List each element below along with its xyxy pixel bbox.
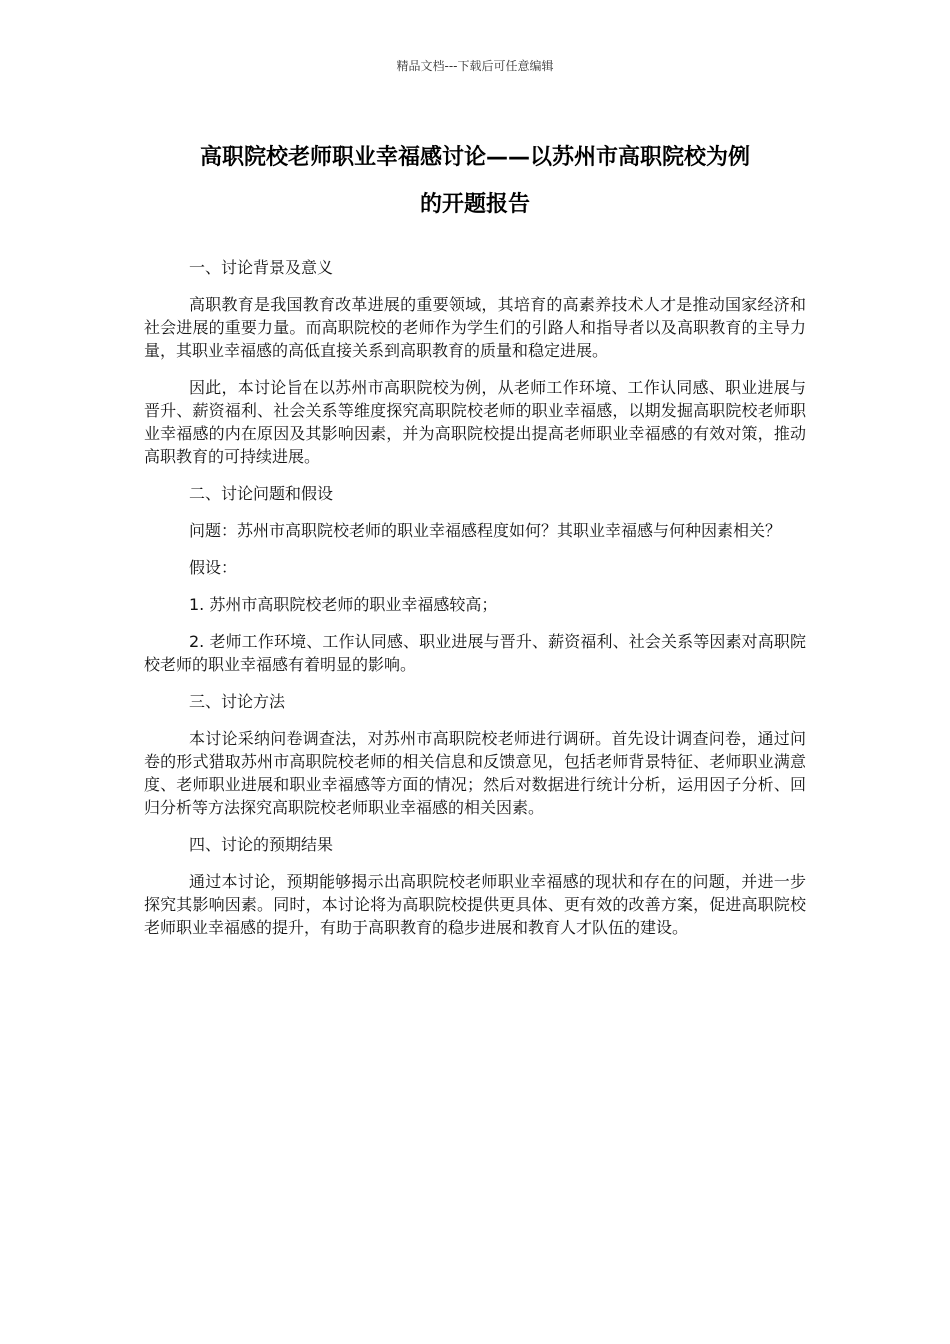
document-title-line-2: 的开题报告 bbox=[419, 192, 530, 217]
page-header-text: 精品文档---下载后可任意编辑 bbox=[396, 59, 554, 73]
section-3-heading: 三、讨论方法 bbox=[189, 692, 286, 711]
section-2-question: 问题：苏州市高职院校老师的职业幸福感程度如何？其职业幸福感与何种因素相关？ bbox=[189, 521, 782, 540]
section-1-heading: 一、讨论背景及意义 bbox=[189, 258, 334, 277]
section-4-heading: 四、讨论的预期结果 bbox=[189, 835, 334, 854]
document-title bbox=[140, 134, 810, 228]
section-1-paragraph-2: 因此，本讨论旨在以苏州市高职院校为例，从老师工作环境、工作认同感、职业进展与晋升、薪资福利、社会关系等维度探究高职院校老师的职业幸福感，以期发掘高职院校老师职业幸福感的内在原因及其影响因素，并为高职院校提出提高老师职业幸福感的有效对策，推动高职教育的可持续进展。 bbox=[144, 378, 806, 466]
document-body bbox=[144, 256, 806, 953]
section-2-hypothesis-label: 假设： bbox=[189, 558, 238, 577]
section-4-paragraph-1: 通过本讨论，预期能够揭示出高职院校老师职业幸福感的现状和存在的问题，并进一步探究其影响因素。同时，本讨论将为高职院校提供更具体、更有效的改善方案，促进高职院校老师职业幸福感的提升，有助于高职教育的稳步进展和教育人才队伍的建设。 bbox=[144, 872, 806, 937]
section-2-hypothesis-2: 2. 老师工作环境、工作认同感、职业进展与晋升、薪资福利、社会关系等因素对高职院校老师的职业幸福感有着明显的影响。 bbox=[144, 632, 806, 674]
section-3-paragraph-1: 本讨论采纳问卷调查法，对苏州市高职院校老师进行调研。首先设计调查问卷，通过问卷的形式猎取苏州市高职院校老师的相关信息和反馈意见，包括老师背景特征、老师职业满意度、老师职业进展和职业幸福感等方面的情况；然后对数据进行统计分析，运用因子分析、回归分析等方法探究高职院校老师职业幸福感的相关因素。 bbox=[144, 729, 806, 817]
section-2-hypothesis-1: 1. 苏州市高职院校老师的职业幸福感较高； bbox=[189, 595, 498, 614]
section-2-heading: 二、讨论问题和假设 bbox=[189, 484, 334, 503]
section-1-paragraph-1: 高职教育是我国教育改革进展的重要领域，其培育的高素养技术人才是推动国家经济和社会进展的重要力量。而高职院校的老师作为学生们的引路人和指导者以及高职教育的主导力量，其职业幸福感的高低直接关系到高职教育的质量和稳定进展。 bbox=[144, 295, 806, 360]
document-title-line-1: 高职院校老师职业幸福感讨论——以苏州市高职院校为例 bbox=[199, 145, 750, 170]
